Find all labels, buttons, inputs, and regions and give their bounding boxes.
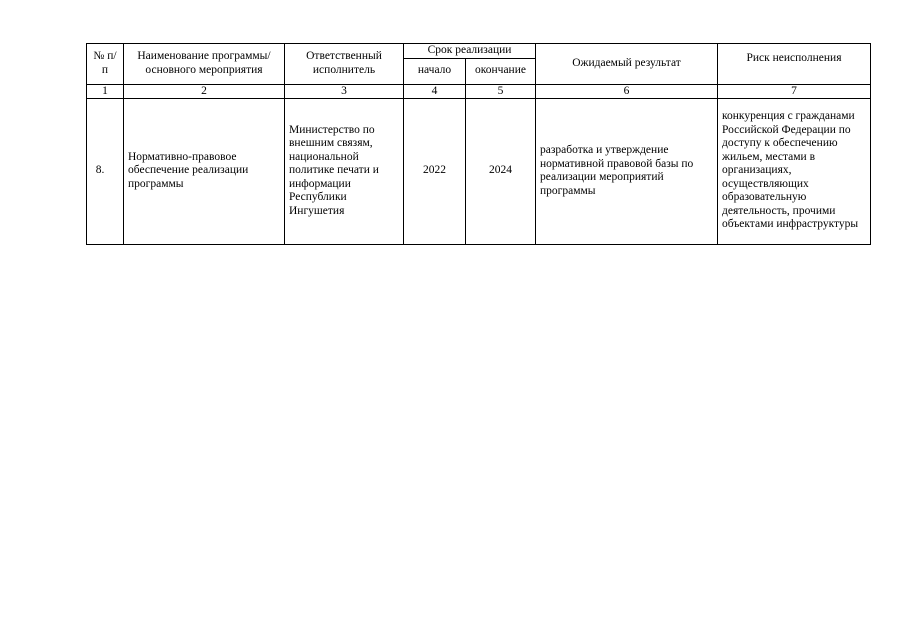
row-start: 2022 <box>404 98 466 244</box>
header-num: № п/п <box>87 44 124 85</box>
column-number: 6 <box>536 84 718 98</box>
table-row <box>87 98 871 244</box>
column-number: 1 <box>87 84 124 98</box>
header-responsible: Ответственный исполнитель <box>285 44 404 85</box>
header-period-start: начало <box>404 58 466 84</box>
column-numbers-row <box>87 84 871 98</box>
program-table <box>86 43 871 245</box>
row-result: разработка и утверждение нормативной правовой базы по реализации мероприятий программы <box>536 98 718 244</box>
column-number: 4 <box>404 84 466 98</box>
row-responsible: Министерство по внешним связям, национальной политике печати и информации Республики Ингушетия <box>285 98 404 244</box>
header-period: Срок реализации <box>404 44 536 59</box>
row-end: 2024 <box>466 98 536 244</box>
column-number: 2 <box>124 84 285 98</box>
row-name: Нормативно-правовое обеспечение реализации программы <box>124 98 285 244</box>
column-number: 7 <box>718 84 871 98</box>
header-name: Наименование программы/основного мероприятия <box>124 44 285 85</box>
row-num: 8. <box>87 98 124 244</box>
header-result: Ожидаемый результат <box>536 44 718 85</box>
header-risk: Риск неисполнения <box>718 44 871 85</box>
column-number: 5 <box>466 84 536 98</box>
column-number: 3 <box>285 84 404 98</box>
row-risk: конкуренция с гражданами Российской Федерации по доступу к обеспечению жильем, местами в организациях, осуществляющих образовательную деятельность, прочими объектами инфраструктуры <box>718 98 871 244</box>
header-period-end: окончание <box>466 58 536 84</box>
